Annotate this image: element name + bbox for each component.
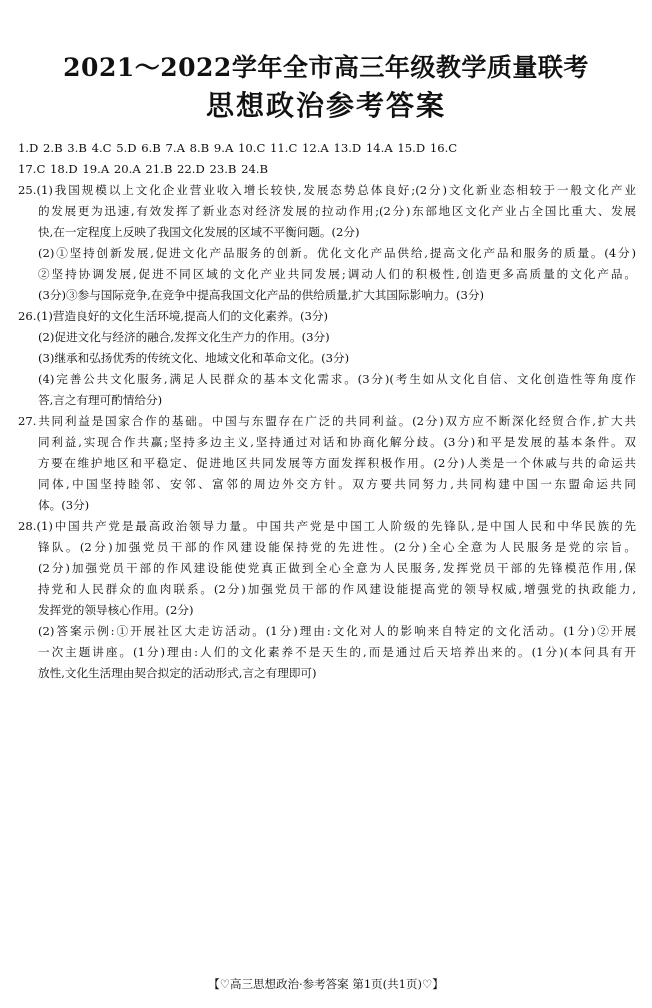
q27-line: 同利益,实现合作共赢;坚持多边主义,坚持通过对话和协商化解分歧。(3分)和平是发展的基本条件。双 — [38, 435, 636, 449]
question-26 — [18, 306, 636, 411]
q28-line: (2)答案示例:①开展社区大走访活动。(1分)理由:文化对人的影响来自特定的文化活动。(1分)②开展 — [38, 624, 636, 638]
q28-line: 28.(1)中国共产党是最高政治领导力量。中国共产党是中国工人阶级的先锋队,是中国人民和中华民族的先 — [18, 519, 636, 533]
q28-line: 放性,文化生活理由契合拟定的活动形式,言之有理即可) — [38, 666, 317, 680]
question-25 — [18, 180, 636, 306]
q27-line: 体。(3分) — [38, 498, 90, 512]
q28-line: 持党和人民群众的血肉联系。(2分)加强党员干部的作风建设能提高党的领导权威,增强党的执政能力, — [38, 582, 636, 596]
page-footer: 【♡高三思想政治·参考答案 第1页(共1页)♡】 — [208, 977, 444, 991]
q26-line: (2)促进文化与经济的融合,发挥文化生产力的作用。(3分) — [38, 330, 330, 344]
choice-answers-line-2: 17.C 18.D 19.A 20.A 21.B 22.D 23.B 24.B — [18, 162, 269, 176]
q26-line: (4)完善公共文化服务,满足人民群众的基本文化需求。(3分)(考生如从文化自信、文化创造性等角度作 — [38, 372, 636, 386]
q26-line: (3)继承和弘扬优秀的传统文化、地域文化和革命文化。(3分) — [38, 351, 350, 365]
q27-line: 方要在维护地区和平稳定、促进地区共同发展等方面发挥积极作用。(2分)人类是一个休戚与共的命运共 — [38, 456, 636, 470]
answer-content — [18, 138, 636, 684]
q27-line: 同体,中国坚持睦邻、安邻、富邻的周边外交方针。双方要共同努力,共同构建中国一东盟命运共同 — [38, 477, 636, 491]
q25-line: 快,在一定程度上反映了我国文化发展的区域不平衡问题。(2分) — [38, 225, 360, 239]
q25-line: (3分)③参与国际竞争,在竞争中提高我国文化产品的供给质量,扩大其国际影响力。(3分) — [38, 288, 484, 302]
page-title: 2021～2022学年全市高三年级教学质量联考 — [63, 53, 589, 82]
q26-line: 答,言之有理可酌情给分) — [38, 393, 163, 407]
choice-answers — [18, 138, 636, 180]
q28-line: 锋队。(2分)加强党员干部的作风建设能保持党的先进性。(2分)全心全意为人民服务是党的宗旨。 — [38, 540, 636, 554]
q25-line: 的发展更为迅速,有效发挥了新业态对经济发展的拉动作用;(2分)东部地区文化产业占全国比重大、发展 — [38, 204, 636, 218]
q28-line: 发挥党的领导核心作用。(2分) — [38, 603, 194, 617]
page-subtitle: 思想政治参考答案 — [205, 89, 446, 122]
q25-line: ②坚持协调发展,促进不同区域的文化产业共同发展;调动人们的积极性,创造更多高质量的文化产品。 — [38, 267, 636, 281]
q25-line: (2)①坚持创新发展,促进文化产品服务的创新。优化文化产品供给,提高文化产品和服务的质量。(4分) — [38, 246, 636, 260]
choice-answers-line-1: 1.D 2.B 3.B 4.C 5.D 6.B 7.A 8.B 9.A 10.C 11.C 12.A 13.D 14.A 15.D 16.C — [18, 141, 458, 155]
question-28 — [18, 516, 636, 684]
q26-line: 26.(1)营造良好的文化生活环境,提高人们的文化素养。(3分) — [18, 309, 329, 323]
q28-line: 一次主题讲座。(1分)理由:人们的文化素养不是天生的,而是通过后天培养出来的。(1分)(本问具有开 — [38, 645, 636, 659]
q25-line: 25.(1)我国规模以上文化企业营业收入增长较快,发展态势总体良好;(2分)文化新业态相较于一般文化产业 — [18, 183, 636, 197]
q27-line: 27.共同利益是国家合作的基础。中国与东盟存在广泛的共同利益。(2分)双方应不断深化经贸合作,扩大共 — [18, 414, 636, 428]
q28-line: (2分)加强党员干部的作风建设能使党真正做到全心全意为人民服务,发挥党员干部的先锋模范作用,保 — [38, 561, 636, 575]
question-27 — [18, 411, 636, 516]
